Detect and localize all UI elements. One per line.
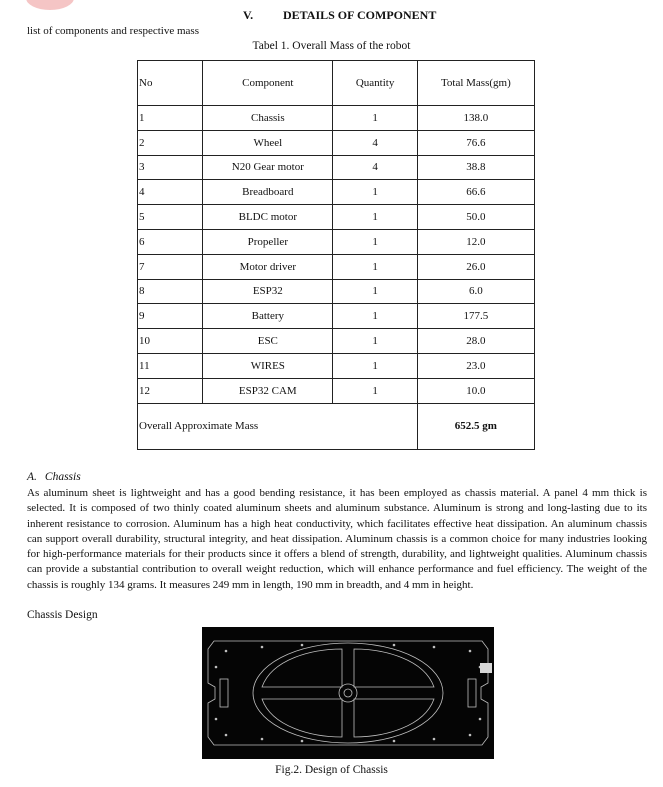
cell-mass: 26.0: [417, 254, 534, 279]
cell-mass: 12.0: [417, 229, 534, 254]
cell-mass: 6.0: [417, 279, 534, 304]
cell-component: WIRES: [203, 353, 333, 378]
cell-quantity: 1: [333, 279, 417, 304]
cell-mass: 10.0: [417, 378, 534, 403]
table-header-row: [138, 61, 535, 106]
cell-no: 7: [138, 254, 203, 279]
subsection-heading: [27, 471, 81, 483]
header-no: No: [138, 61, 203, 106]
cell-no: 1: [138, 106, 203, 131]
cell-quantity: 1: [333, 229, 417, 254]
total-label: Overall Approximate Mass: [138, 403, 418, 449]
table-row: [138, 180, 535, 205]
section-number: V.: [243, 8, 254, 22]
table-row: [138, 329, 535, 354]
table-caption: Tabel 1. Overall Mass of the robot: [252, 40, 411, 52]
cell-component: Breadboard: [203, 180, 333, 205]
cell-mass: 38.8: [417, 155, 534, 180]
table-row: [138, 205, 535, 230]
chassis-design-figure: [202, 627, 494, 759]
cell-no: 12: [138, 378, 203, 403]
subsection-letter: A.: [27, 471, 37, 483]
cell-quantity: 1: [333, 353, 417, 378]
header-total-mass: Total Mass(gm): [417, 61, 534, 106]
table-row: [138, 378, 535, 403]
design-label: Chassis Design: [27, 609, 98, 621]
cell-no: 10: [138, 329, 203, 354]
cell-component: Wheel: [203, 130, 333, 155]
cell-no: 9: [138, 304, 203, 329]
table-row: [138, 254, 535, 279]
table-row: [138, 353, 535, 378]
cell-mass: 138.0: [417, 106, 534, 131]
header-quantity: Quantity: [333, 61, 417, 106]
header-logo-fragment: [26, 0, 74, 10]
cell-no: 5: [138, 205, 203, 230]
cell-component: Propeller: [203, 229, 333, 254]
cell-no: 6: [138, 229, 203, 254]
cell-no: 2: [138, 130, 203, 155]
cell-component: ESP32 CAM: [203, 378, 333, 403]
chassis-drawing: [202, 627, 494, 759]
cell-quantity: 1: [333, 378, 417, 403]
cell-no: 11: [138, 353, 203, 378]
cell-mass: 28.0: [417, 329, 534, 354]
table-row: [138, 130, 535, 155]
cell-quantity: 1: [333, 205, 417, 230]
cell-quantity: 1: [333, 304, 417, 329]
cell-quantity: 1: [333, 254, 417, 279]
cell-mass: 23.0: [417, 353, 534, 378]
cell-no: 3: [138, 155, 203, 180]
cell-component: ESP32: [203, 279, 333, 304]
subsection-title: Chassis: [44, 471, 81, 483]
table-row: [138, 229, 535, 254]
cell-component: N20 Gear motor: [203, 155, 333, 180]
table-row: [138, 106, 535, 131]
table-row: [138, 304, 535, 329]
cell-component: Battery: [203, 304, 333, 329]
cell-quantity: 1: [333, 180, 417, 205]
header-component: Component: [203, 61, 333, 106]
cell-no: 4: [138, 180, 203, 205]
cell-quantity: 4: [333, 130, 417, 155]
total-value: 652.5 gm: [417, 403, 534, 449]
table-total-row: [138, 403, 535, 449]
cell-quantity: 1: [333, 329, 417, 354]
chassis-paragraph: As aluminum sheet is lightweight and has a good bending resistance, it has been employed as chassis material. A panel 4 mm thick is selected. It is composed of two thinly coated aluminum sheets and aluminum substance. Aluminum is strong and long-lasting due to its inherent resistance to corrosion. Aluminum has a high heat conductivity, which facilitates effective heat dissipation. An aluminum chassis can support overall durability, structural integrity, and heat dissipation. Aluminum chassis is a common choice for many industries looking for high-performance materials for their products since it offers a blend of strength, durability, and lightweight qualities. Aluminum chassis can provide a substantial contribution to overall weight reduction, which will enhance performance and fuel efficiency. The weight of the chassis is roughly 134 grams. It measures 249 mm in length, 190 mm in breadth, and 4 mm in height.: [27, 487, 647, 591]
section-title: DETAILS OF COMPONENT: [283, 8, 437, 22]
cell-mass: 177.5: [417, 304, 534, 329]
intro-text: list of components and respective mass: [27, 25, 199, 37]
cell-mass: 66.6: [417, 180, 534, 205]
cell-mass: 50.0: [417, 205, 534, 230]
mass-table: [137, 60, 535, 450]
table-row: [138, 279, 535, 304]
cell-component: Motor driver: [203, 254, 333, 279]
cell-quantity: 1: [333, 106, 417, 131]
cell-component: BLDC motor: [203, 205, 333, 230]
cell-component: ESC: [203, 329, 333, 354]
figure-caption: Fig.2. Design of Chassis: [275, 764, 388, 776]
cell-no: 8: [138, 279, 203, 304]
cell-quantity: 4: [333, 155, 417, 180]
cell-component: Chassis: [203, 106, 333, 131]
table-row: [138, 155, 535, 180]
cell-mass: 76.6: [417, 130, 534, 155]
